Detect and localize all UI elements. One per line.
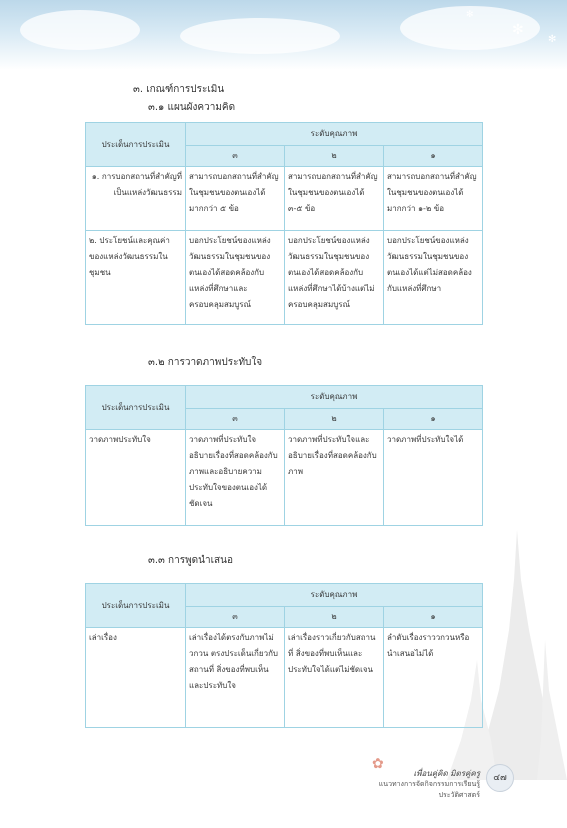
quality-header: ระดับคุณภาพ [186, 584, 483, 607]
criterion-cell: ๑. การบอกสถานที่สำคัญที่เป็นแหล่งวัฒนธรรม [86, 167, 186, 231]
cloud-decoration [20, 10, 140, 50]
level-1-cell: บอกประโยชน์ของแหล่งวัฒนธรรมในชุมชนของตนเองได้แต่ไม่สอดคล้องกับแหล่งที่ศึกษา [384, 231, 483, 325]
level-header: ๒ [285, 409, 384, 430]
cloud-decoration [180, 18, 340, 54]
page-number: ๔๗ [486, 764, 514, 792]
rubric-table-presentation [85, 583, 483, 728]
snowflake-icon: ✻ [466, 10, 474, 20]
level-2-cell: วาดภาพที่ประทับใจและอธิบายเรื่องที่สอดคล้องกับภาพ [285, 430, 384, 526]
level-1-cell: วาดภาพที่ประทับใจได้ [384, 430, 483, 526]
level-header: ๑ [384, 607, 483, 628]
level-3-cell: วาดภาพที่ประทับใจ อธิบายเรื่องที่สอดคล้องกับภาพและอธิบายความประทับใจของตนเองได้ชัดเจน [186, 430, 285, 526]
level-3-cell: เล่าเรื่องได้ตรงกับภาพไม่วกวน ตรงประเด็นเกี่ยวกับสถานที่ สิ่งของที่พบเห็นและประทับใจ [186, 628, 285, 728]
subsection-title: ๓.๒ การวาดภาพประทับใจ [148, 357, 263, 368]
snowflake-icon: ✻ [548, 34, 557, 45]
level-header: ๑ [384, 146, 483, 167]
subsection-title: ๓.๓ การพูดนำเสนอ [148, 555, 233, 566]
level-2-cell: บอกประโยชน์ของแหล่งวัฒนธรรมในชุมชนของตนเองได้สอดคล้องกับแหล่งที่ศึกษาได้บ้างแต่ไม่ครอบคลุมสมบูรณ์ [285, 231, 384, 325]
level-2-cell: สามารถบอกสถานที่สำคัญในชุมชนของตนเองได้ ๓-๕ ข้อ [285, 167, 384, 231]
criterion-cell: ๒. ประโยชน์และคุณค่าของแหล่งวัฒนธรรมในชุมชน [86, 231, 186, 325]
flower-icon: ✿ [372, 756, 384, 772]
level-header: ๓ [186, 607, 285, 628]
level-header: ๒ [285, 607, 384, 628]
level-3-cell: บอกประโยชน์ของแหล่งวัฒนธรรมในชุมชนของตนเองได้สอดคล้องกับแหล่งที่ศึกษาและครอบคลุมสมบูรณ์ [186, 231, 285, 325]
table-row [86, 430, 483, 526]
subsection-title: ๓.๑ แผนผังความคิด [148, 102, 236, 113]
snowflake-icon: ✻ [512, 22, 524, 38]
level-header: ๓ [186, 146, 285, 167]
quality-header: ระดับคุณภาพ [186, 123, 483, 146]
level-3-cell: สามารถบอกสถานที่สำคัญในชุมชนของตนเองได้มากกว่า ๕ ข้อ [186, 167, 285, 231]
quality-header: ระดับคุณภาพ [186, 386, 483, 409]
criterion-cell: วาดภาพประทับใจ [86, 430, 186, 526]
level-2-cell: เล่าเรื่องราวเกี่ยวกับสถานที่ สิ่งของที่พบเห็นและประทับใจได้แต่ไม่ชัดเจน [285, 628, 384, 728]
footer-brand [340, 768, 480, 801]
level-header: ๓ [186, 409, 285, 430]
criterion-cell: เล่าเรื่อง [86, 628, 186, 728]
table-row [86, 167, 483, 231]
level-header: ๑ [384, 409, 483, 430]
rubric-table-drawing [85, 385, 483, 526]
rubric-table-mindmap [85, 122, 483, 325]
footer-brand-title: เพื่อนคู่คิด มิตรคู่ครู [413, 769, 480, 778]
criteria-header: ประเด็นการประเมิน [86, 584, 186, 628]
table-row [86, 628, 483, 728]
criteria-header: ประเด็นการประเมิน [86, 123, 186, 167]
footer-brand-subtitle: แนวทางการจัดกิจกรรมการเรียนรู้ประวัติศาสตร์ [378, 780, 480, 799]
level-1-cell: ลำดับเรื่องราววกวนหรือนำเสนอไม่ได้ [384, 628, 483, 728]
level-1-cell: สามารถบอกสถานที่สำคัญในชุมชนของตนเองได้มากกว่า ๑-๒ ข้อ [384, 167, 483, 231]
level-header: ๒ [285, 146, 384, 167]
section-title: ๓. เกณฑ์การประเมิน [133, 84, 225, 95]
table-row [86, 231, 483, 325]
criteria-header: ประเด็นการประเมิน [86, 386, 186, 430]
